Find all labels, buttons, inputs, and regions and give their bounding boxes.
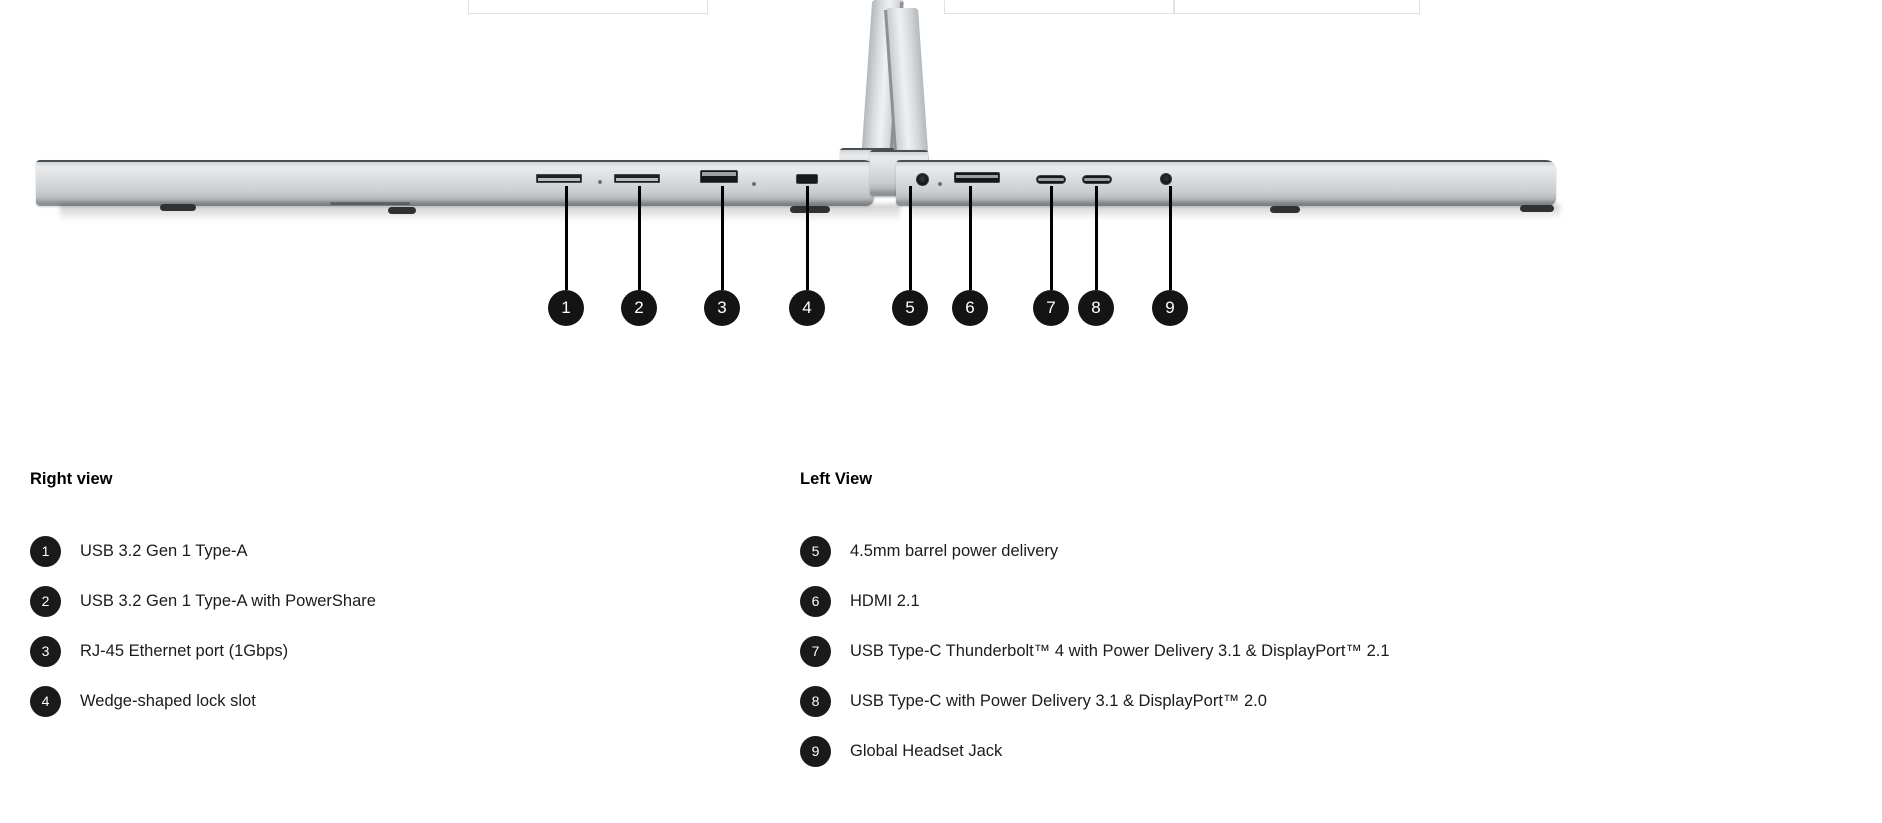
right-view-legend [30, 470, 890, 726]
leader-line-3 [721, 186, 724, 290]
laptop-vent-right [330, 202, 410, 205]
usb-a-port-1 [536, 174, 582, 183]
list-item [800, 576, 1800, 626]
callout-bubble-5: 5 [892, 290, 928, 326]
callout-bubble-3: 3 [704, 290, 740, 326]
callout-bubble-6: 6 [952, 290, 988, 326]
left-view-legend-title: Left View [800, 470, 873, 488]
callout-bubble-4: 4 [789, 290, 825, 326]
right-view-diagram [0, 0, 940, 400]
legend-label-5: 4.5mm barrel power delivery [850, 541, 1059, 560]
legend-badge-3: 3 [30, 636, 61, 667]
list-item [800, 526, 1800, 576]
usb-typec-thunderbolt-port [1036, 175, 1066, 184]
legend-label-4: Wedge-shaped lock slot [80, 691, 256, 710]
usb-a-port-2 [614, 174, 660, 183]
small-dot [938, 182, 942, 186]
legend-label-9: Global Headset Jack [850, 741, 1003, 760]
small-dot [752, 182, 756, 186]
legend-label-2: USB 3.2 Gen 1 Type-A with PowerShare [80, 591, 376, 610]
wedge-lock-slot [796, 174, 818, 184]
list-item [800, 726, 1800, 776]
callout-bubble-2: 2 [621, 290, 657, 326]
rj45-ethernet-port [700, 170, 738, 183]
legend-label-1: USB 3.2 Gen 1 Type-A [80, 541, 248, 560]
legend-badge-7: 7 [800, 636, 831, 667]
leader-line-2 [638, 186, 641, 290]
leader-line-6 [969, 186, 972, 290]
legend-badge-1: 1 [30, 536, 61, 567]
laptop-base [896, 160, 1556, 206]
legend-badge-2: 2 [30, 586, 61, 617]
barrel-power-port [916, 173, 929, 186]
left-view-diagram [905, 0, 1880, 400]
leader-line-5 [909, 186, 912, 290]
legend-badge-4: 4 [30, 686, 61, 717]
legend-badge-6: 6 [800, 586, 831, 617]
laptop-foot-3 [790, 206, 830, 213]
leader-line-7 [1050, 186, 1053, 290]
legend-badge-9: 9 [800, 736, 831, 767]
callout-bubble-7: 7 [1033, 290, 1069, 326]
laptop-foot-1 [1270, 206, 1300, 213]
leader-line-8 [1095, 186, 1098, 290]
right-view-legend-title: Right view [30, 470, 113, 488]
list-item [800, 676, 1800, 726]
laptop-base-shadow [910, 204, 1560, 220]
leader-line-9 [1169, 186, 1172, 290]
callout-bubble-1: 1 [548, 290, 584, 326]
hdmi-port [954, 172, 1000, 183]
leader-line-4 [806, 186, 809, 290]
laptop-base [36, 160, 874, 206]
laptop-foot-1 [160, 204, 196, 211]
legend-label-8: USB Type-C with Power Delivery 3.1 & DisplayPort™ 2.0 [850, 691, 1267, 710]
callout-bubble-9: 9 [1152, 290, 1188, 326]
laptop-foot-2 [1520, 205, 1554, 212]
list-item [30, 626, 890, 676]
legend-label-7: USB Type-C Thunderbolt™ 4 with Power Delivery 3.1 & DisplayPort™ 2.1 [850, 641, 1390, 660]
legend-label-6: HDMI 2.1 [850, 591, 920, 610]
list-item [30, 526, 890, 576]
callout-bubble-8: 8 [1078, 290, 1114, 326]
legend-label-3: RJ-45 Ethernet port (1Gbps) [80, 641, 289, 660]
left-view-legend [800, 470, 1800, 776]
list-item [800, 626, 1800, 676]
leader-line-1 [565, 186, 568, 290]
laptop-foot-2 [388, 207, 416, 214]
status-dot [598, 180, 602, 184]
list-item [30, 576, 890, 626]
legend-badge-5: 5 [800, 536, 831, 567]
headset-jack [1160, 173, 1172, 185]
usb-typec-port [1082, 175, 1112, 184]
legend-badge-8: 8 [800, 686, 831, 717]
list-item [30, 676, 890, 726]
